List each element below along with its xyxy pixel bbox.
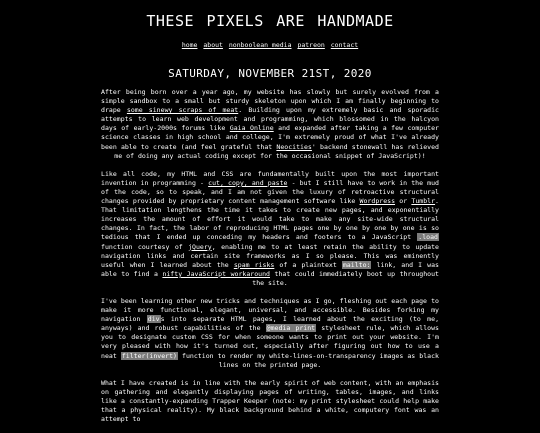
site-nav — [0, 41, 540, 49]
nav-link-home[interactable]: home — [181, 41, 198, 49]
post-paragraph-3 — [101, 297, 439, 370]
code-snippet-load: .load — [418, 233, 438, 242]
nav-link-contact[interactable]: contact — [330, 41, 359, 49]
link-cut-copy-paste[interactable]: cut, copy, and paste — [208, 178, 288, 187]
code-snippet-filter-invert: filter(invert) — [121, 351, 177, 360]
link-javascript-workaround[interactable]: nifty JavaScript workaround — [162, 269, 270, 278]
text: function to render my white-lines-on-transparency images as black lines on the printed page. — [178, 351, 439, 369]
code-snippet-media-print: @media print — [266, 324, 316, 333]
text: , enabling me to at least retain the ability to update navigation links and certain site frameworks as I so please. This was eminently useful when I learned about the — [101, 242, 439, 269]
text: and expanded after taking a few computer science classes in high school and college, I'm extremely proud of what I've already been able to create (and feel grateful that — [101, 124, 439, 151]
nav-link-patreon[interactable]: patreon — [297, 41, 325, 49]
code-snippet-mailto: mailto: — [342, 260, 371, 269]
text: or — [395, 197, 412, 206]
text: . That limitation lengthens the time it takes to create new pages, and exponentially increases the amount of effort it would take to make any site-wide structural changes. In fact, the labor of reproducing HTML pages one by one by one by one is so tedious that I ended up conceding my headers and footers to a JavaScript — [101, 197, 439, 242]
link-tumblr[interactable]: Tumblr — [411, 197, 436, 206]
code-snippet-div: div — [147, 315, 160, 324]
text: - but I still have to work in the mud of the code, so to speak, and I am not given the luxury of retroactive structural changes provided by proprietary content management software like — [101, 178, 439, 206]
text: What I have created is in line with the early spirit of web content, with an emphasis on gathering and elegantly displaying pages of writing, tables, images, and links like a constantly-expanding Trapper Keeper (note: my print stylesheet could help make that a physical reality). My black background behind a white, computery font was an attempt to — [101, 378, 439, 424]
post-body — [101, 88, 439, 433]
text: stylesheet rule, which allows you to designate custom CSS for when someone wants to print out your website. I'm very pleased with how it's turned out, especially after figuring out how to use a neat — [101, 324, 439, 360]
text: I've been learning other new tricks and techniques as I go, fleshing out each page to make it more functional, elegant, universal, and accessible. Besides forking my navigation — [101, 296, 439, 324]
text: . Building upon my extremely basic and sporadic attempts to learn web development and programming, which blossomed in the halcyon days of early-2000s forums like — [101, 106, 440, 133]
text: link, and I was able to find a — [101, 260, 439, 278]
text: Like all code, my HTML and CSS are fundamentally built upon the most important invention in programming - — [101, 169, 439, 187]
post-paragraph-4 — [101, 379, 439, 424]
text: ' backend stonewall has relieved me of doing any actual coding except for the occasional snippet of JavaScript)! — [114, 142, 439, 160]
link-wordpress[interactable]: Wordpress — [359, 197, 396, 206]
text: s into separate HTML pages, I learned about the exciting (to me, anyways) and robust capabilities of the — [101, 315, 440, 333]
text: function courtesy of — [101, 242, 189, 251]
text: that could immediately boot up throughout the site. — [252, 269, 439, 287]
post-date: SATURDAY, NOVEMBER 21ST, 2020 — [168, 67, 372, 80]
nav-link-about[interactable]: about — [203, 41, 223, 49]
post-paragraph-2 — [101, 170, 439, 288]
text: After being born over a year ago, my website has slowly but surely evolved from a simple sandbox to a small but sturdy skeleton upon which I am finally beginning to drape — [101, 88, 439, 115]
link-gaia-online[interactable]: Gaia Online — [229, 124, 274, 133]
link-sinewy-scraps[interactable]: some sinewy scraps of meat — [126, 106, 239, 115]
site-title: THESE PIXELS ARE HANDMADE — [146, 12, 394, 30]
link-spam-risks[interactable]: spam risks — [233, 260, 275, 269]
post-paragraph-1 — [101, 88, 439, 161]
text: of a plaintext — [274, 260, 342, 269]
link-neocities[interactable]: Neocities — [276, 142, 312, 151]
nav-link-nonboolean-media[interactable]: nonboolean media — [228, 41, 292, 49]
link-jquery[interactable]: jQuery — [188, 242, 212, 251]
